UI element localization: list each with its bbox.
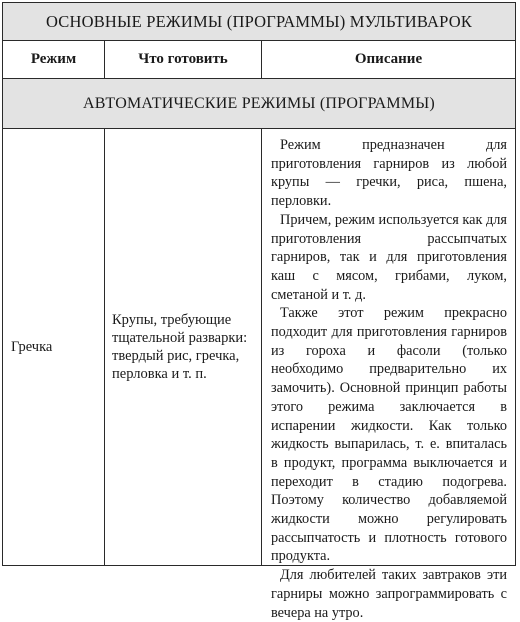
- what-to-cook-cell: [105, 129, 262, 565]
- table-row: [3, 129, 515, 621]
- description-paragraph: Причем, режим используется как для приготовления рассыпчатых гарниров, так и для приготовления каш с мясом, грибами, луком, сметаной и т. д.: [271, 211, 507, 303]
- header-mode: Режим: [3, 41, 105, 78]
- description-paragraph: Также этот режим прекрасно подходит для приготовления гарниров из гороха и фасоли (только необходимо предварительно их замочить). Основной принцип работы этого режима заключается в испарении жидкости. Как только жидкость выпарилась, т. е. впиталась в продукт, программа выключается и переходит в стадию подогрева. Поэтому количество добавляемой жидкости можно регулировать рассыпчатость и плотность готового продукта.: [271, 305, 507, 565]
- modes-table: [2, 2, 516, 621]
- table-title-row: [3, 3, 515, 41]
- header-description: Описание: [354, 51, 423, 67]
- table-title: ОСНОВНЫЕ РЕЖИМЫ (ПРОГРАММЫ) МУЛЬТИВАРОК: [45, 11, 473, 31]
- mode-name: Гречка: [11, 339, 53, 355]
- description-cell: [262, 129, 515, 621]
- description-paragraph: Режим предназначен для приготовления гарниров из любой крупы — гречки, риса, пшена, перловки.: [271, 137, 507, 210]
- description-paragraph: Для любителей таких завтраков эти гарниры можно запрограммировать с вечера на утро.: [271, 567, 507, 621]
- table-header-row: [3, 41, 515, 79]
- header-what-to-cook: Что готовить: [105, 41, 262, 78]
- mode-cell: [3, 129, 105, 565]
- section-row: [3, 79, 515, 129]
- what-to-cook-text: Крупы, требующие тщательной разварки: твердый рис, гречка, перловка и т. п.: [112, 312, 248, 382]
- section-title: АВТОМАТИЧЕСКИЕ РЕЖИМЫ (ПРОГРАММЫ): [83, 94, 435, 112]
